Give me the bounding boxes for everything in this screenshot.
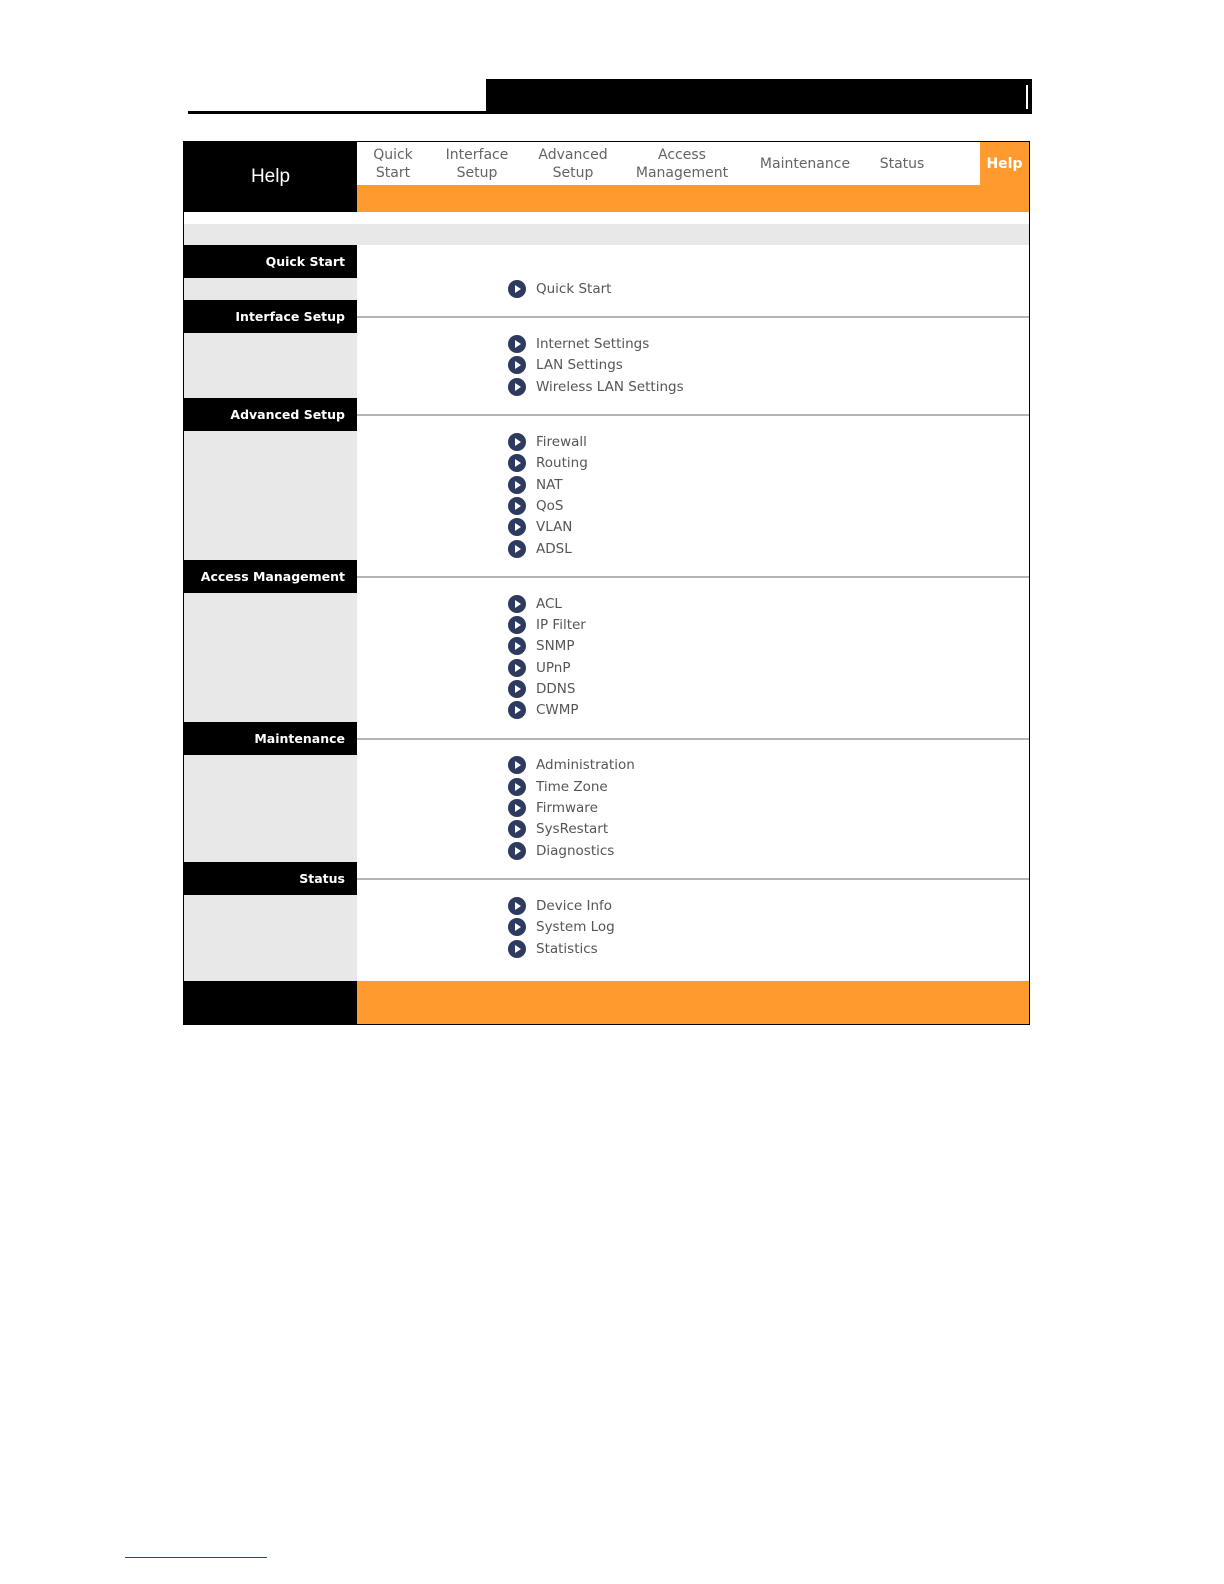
help-link-label: Routing bbox=[536, 455, 588, 471]
section-divider bbox=[357, 576, 1029, 578]
help-link-firewall[interactable] bbox=[508, 432, 587, 452]
arrow-circle-right-icon bbox=[508, 540, 526, 558]
nav-sub-bar bbox=[357, 185, 1029, 212]
arrow-circle-right-icon bbox=[508, 799, 526, 817]
help-link-vlan[interactable] bbox=[508, 517, 572, 537]
help-link-system-log[interactable] bbox=[508, 917, 615, 937]
section-label-quick-start: Quick Start bbox=[184, 245, 357, 278]
help-link-cwmp[interactable] bbox=[508, 700, 579, 720]
section-divider bbox=[357, 878, 1029, 880]
help-link-nat[interactable] bbox=[508, 475, 563, 495]
help-link-label: Time Zone bbox=[536, 779, 608, 795]
help-link-label: Firewall bbox=[536, 434, 587, 450]
arrow-circle-right-icon bbox=[508, 820, 526, 838]
help-link-label: DDNS bbox=[536, 681, 576, 697]
arrow-circle-right-icon bbox=[508, 940, 526, 958]
help-link-diagnostics[interactable] bbox=[508, 841, 614, 861]
help-link-label: IP Filter bbox=[536, 617, 586, 633]
document-footer-link-rule bbox=[125, 1557, 267, 1558]
help-link-qos[interactable] bbox=[508, 496, 563, 516]
arrow-circle-right-icon bbox=[508, 680, 526, 698]
arrow-circle-right-icon bbox=[508, 280, 526, 298]
header-bar-mark bbox=[1026, 85, 1028, 109]
tab-advanced-setup[interactable]: Advanced Setup bbox=[538, 146, 608, 181]
page-header bbox=[184, 142, 357, 212]
help-link-administration[interactable] bbox=[508, 755, 635, 775]
arrow-circle-right-icon bbox=[508, 701, 526, 719]
help-link-label: SNMP bbox=[536, 638, 575, 654]
help-link-wireless-lan-settings[interactable] bbox=[508, 377, 684, 397]
arrow-circle-right-icon bbox=[508, 637, 526, 655]
help-link-upnp[interactable] bbox=[508, 658, 570, 678]
help-link-ip-filter[interactable] bbox=[508, 615, 586, 635]
section-label-interface-setup: Interface Setup bbox=[184, 300, 357, 333]
help-link-label: ACL bbox=[536, 596, 562, 612]
help-link-label: SysRestart bbox=[536, 821, 609, 837]
arrow-circle-right-icon bbox=[508, 756, 526, 774]
help-link-label: Statistics bbox=[536, 941, 598, 957]
help-link-label: LAN Settings bbox=[536, 357, 623, 373]
arrow-circle-right-icon bbox=[508, 378, 526, 396]
help-link-label: CWMP bbox=[536, 702, 579, 718]
help-link-acl[interactable] bbox=[508, 594, 562, 614]
top-nav bbox=[357, 142, 1029, 185]
arrow-circle-right-icon bbox=[508, 518, 526, 536]
help-link-label: System Log bbox=[536, 919, 615, 935]
help-link-ddns[interactable] bbox=[508, 679, 575, 699]
tab-maintenance[interactable]: Maintenance bbox=[759, 155, 851, 172]
tab-help[interactable]: Help bbox=[980, 142, 1029, 185]
document-header-rule bbox=[188, 111, 486, 114]
help-link-label: NAT bbox=[536, 477, 563, 493]
help-link-label: ADSL bbox=[536, 541, 572, 557]
section-label-access-management: Access Management bbox=[184, 560, 357, 593]
arrow-circle-right-icon bbox=[508, 918, 526, 936]
tab-access-management[interactable]: Access Management bbox=[635, 146, 729, 181]
help-link-label: VLAN bbox=[536, 519, 573, 535]
arrow-circle-right-icon bbox=[508, 497, 526, 515]
help-link-label: Administration bbox=[536, 757, 635, 773]
arrow-circle-right-icon bbox=[508, 454, 526, 472]
arrow-circle-right-icon bbox=[508, 595, 526, 613]
arrow-circle-right-icon bbox=[508, 356, 526, 374]
page-title: Help bbox=[250, 166, 291, 187]
arrow-circle-right-icon bbox=[508, 659, 526, 677]
help-link-label: Quick Start bbox=[536, 281, 612, 297]
section-label-advanced-setup: Advanced Setup bbox=[184, 398, 357, 431]
tab-quick-start[interactable]: Quick Start bbox=[373, 146, 413, 181]
arrow-circle-right-icon bbox=[508, 616, 526, 634]
help-link-label: QoS bbox=[536, 498, 564, 514]
arrow-circle-right-icon bbox=[508, 335, 526, 353]
content-top-strip bbox=[184, 224, 1029, 245]
arrow-circle-right-icon bbox=[508, 778, 526, 796]
help-link-label: UPnP bbox=[536, 660, 571, 676]
document-header-bar bbox=[486, 79, 1032, 114]
arrow-circle-right-icon bbox=[508, 842, 526, 860]
section-divider bbox=[357, 414, 1029, 416]
help-link-device-info[interactable] bbox=[508, 896, 612, 916]
help-link-label: Diagnostics bbox=[536, 843, 615, 859]
section-divider bbox=[357, 316, 1029, 318]
help-link-snmp[interactable] bbox=[508, 636, 574, 656]
section-label-status: Status bbox=[184, 862, 357, 895]
help-link-internet-settings[interactable] bbox=[508, 334, 649, 354]
help-link-label: Device Info bbox=[536, 898, 613, 914]
section-divider bbox=[357, 738, 1029, 740]
help-link-adsl[interactable] bbox=[508, 539, 572, 559]
help-link-label: Wireless LAN Settings bbox=[536, 379, 684, 395]
help-link-time-zone[interactable] bbox=[508, 777, 608, 797]
tab-status[interactable]: Status bbox=[879, 155, 925, 172]
tab-interface-setup[interactable]: Interface Setup bbox=[445, 146, 509, 181]
help-link-sysrestart[interactable] bbox=[508, 819, 608, 839]
section-label-maintenance: Maintenance bbox=[184, 722, 357, 755]
arrow-circle-right-icon bbox=[508, 897, 526, 915]
arrow-circle-right-icon bbox=[508, 433, 526, 451]
help-link-routing[interactable] bbox=[508, 453, 588, 473]
router-help-page bbox=[183, 141, 1030, 1025]
help-link-statistics[interactable] bbox=[508, 939, 598, 959]
help-link-label: Firmware bbox=[536, 800, 598, 816]
help-link-quick-start[interactable] bbox=[508, 279, 611, 299]
footer-bar bbox=[357, 981, 1029, 1024]
help-link-label: Internet Settings bbox=[536, 336, 650, 352]
help-link-firmware[interactable] bbox=[508, 798, 598, 818]
footer-left-block bbox=[184, 981, 357, 1024]
help-link-lan-settings[interactable] bbox=[508, 355, 623, 375]
arrow-circle-right-icon bbox=[508, 476, 526, 494]
